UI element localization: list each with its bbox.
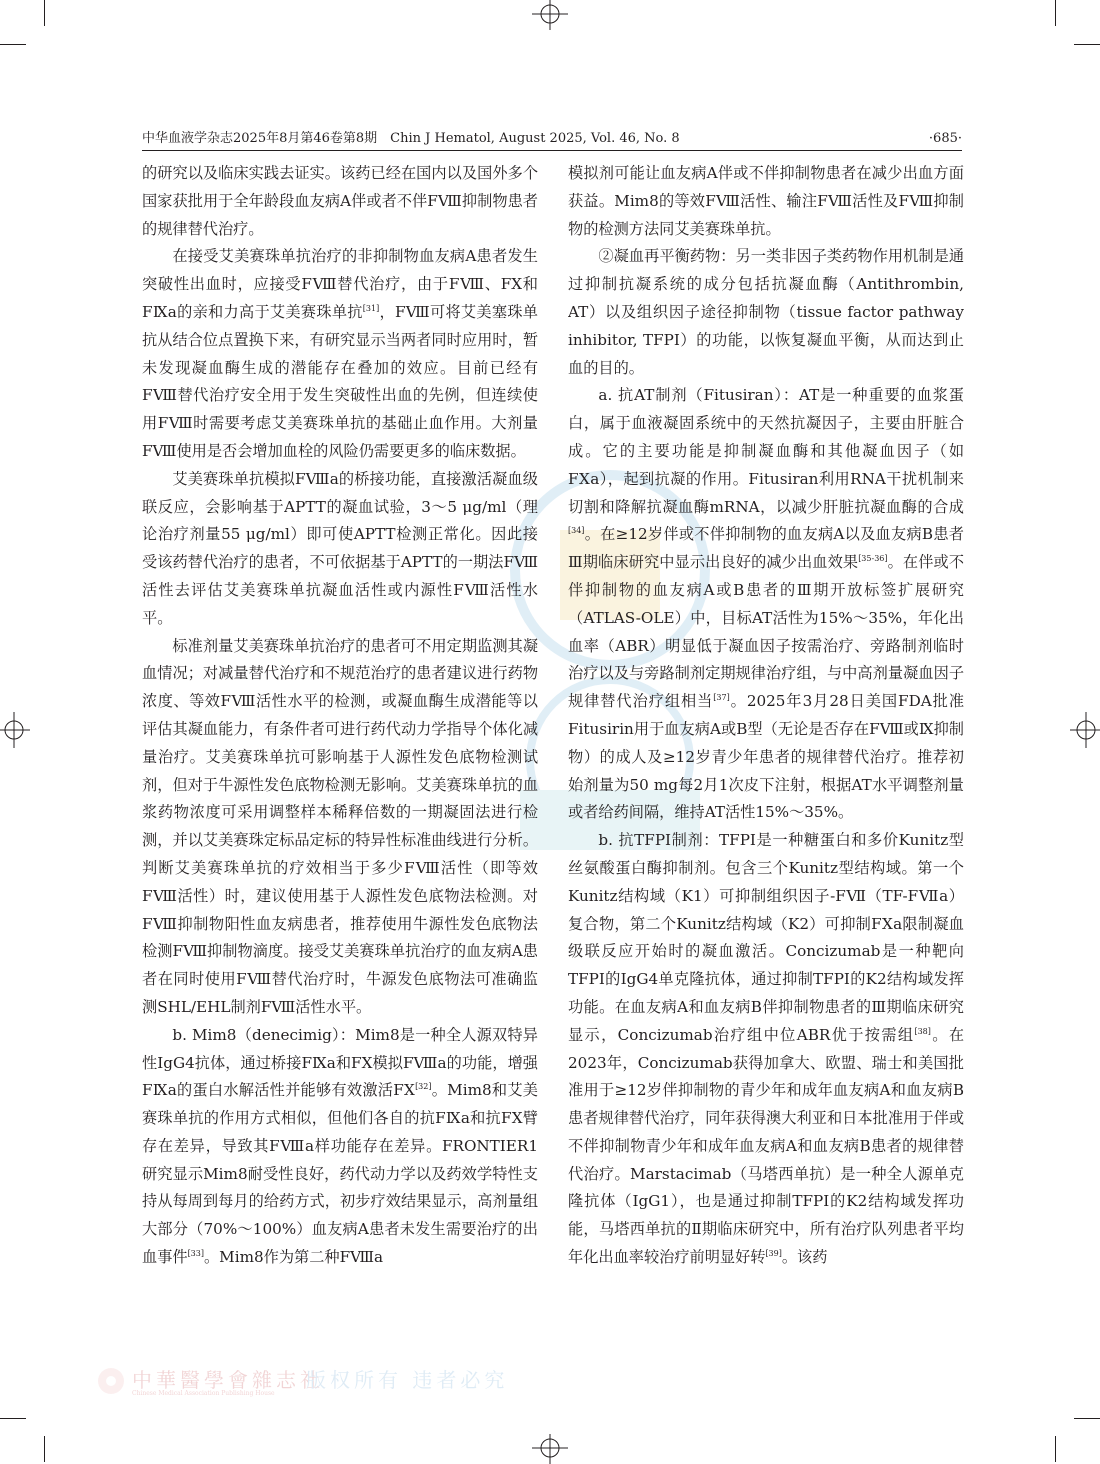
registration-mark-bottom bbox=[532, 1428, 568, 1464]
registration-mark-top bbox=[532, 0, 568, 36]
crop-mark bbox=[1074, 44, 1100, 45]
citation-ref: [38] bbox=[914, 1026, 931, 1036]
paragraph-text: 模拟剂可能让血友病A伴或不伴抑制物患者在减少出血方面获益。Mim8的等效FⅧ活性、输注FⅧ活性及FⅧ抑制物的检测方法同艾美赛珠单抗。 bbox=[568, 164, 964, 238]
paragraph-text: b. 抗TFPI制剂：TFPI是一种糖蛋白和多价Kunitz型丝氨酸蛋白酶抑制剂。包含三个Kunitz型结构域。第一个Kunitz结构域（K1）可抑制组织因子-FⅦ（TF-FⅦa）复合物，第二个Kunitz结构域（K2）可抑制FⅩa限制凝血级联反应开始时的凝血激活。Concizumab是一种靶向TFPI的IgG4单克隆抗体，通过抑制TFPI的K2结构域发挥功能。在血友病A和血友病B伴抑制物患者的Ⅲ期临床研究显示，Concizumab治疗组中位ABR优于按需组 bbox=[568, 831, 964, 1044]
crop-mark bbox=[1074, 1418, 1100, 1419]
citation-ref: [33] bbox=[187, 1249, 204, 1259]
paragraph bbox=[568, 827, 964, 1272]
paragraph-text: 艾美赛珠单抗模拟FⅧa的桥接功能，直接激活凝血级联反应，会影响基于APTT的凝血试验，3～5 μg/ml（理论治疗剂量55 μg/ml）即可使APTT检测正常化。因此接受该药替代治疗的患者，不可依据基于APTT的一期法FⅧ活性去评估艾美赛珠单抗凝血活性或内源性FⅧ活性水平。 bbox=[142, 469, 538, 627]
page-number: ·685· bbox=[928, 131, 962, 146]
paragraph-text: 。在伴或不伴抑制物的血友病A或B患者的Ⅲ期开放标签扩展研究（ATLAS-OLE）中，目标AT活性为15%～35%，年化出血率（ABR）明显低于凝血因子按需治疗、旁路制剂临时治疗以及与旁路制剂定期规律治疗组，与中高剂量凝血因子规律替代治疗组相当 bbox=[568, 553, 964, 711]
paragraph-text: ，FⅧ可将艾美塞珠单抗从结合位点置换下来，有研究显示当两者同时应用时，暂未发现凝血酶生成的潜能存在叠加的效应。目前已经有FⅧ替代治疗安全用于发生突破性出血的先例，但连续使用FⅧ时需要考虑艾美赛珠单抗的基础止血作用。大剂量FⅧ使用是否会增加血栓的风险仍需要更多的临床数据。 bbox=[142, 302, 538, 460]
paragraph bbox=[142, 633, 538, 1022]
journal-citation: 中华血液学杂志2025年8月第46卷第8期 Chin J Hematol, August 2025, Vol. 46, No. 8 bbox=[142, 131, 680, 146]
running-header bbox=[142, 128, 962, 151]
paragraph bbox=[568, 243, 964, 382]
crop-mark bbox=[0, 44, 26, 45]
paragraph-text: a. 抗AT制剂（Fitusiran）：AT是一种重要的血浆蛋白，属于血液凝固系统中的天然抗凝因子，主要由肝脏合成。它的主要功能是抑制凝血酶和其他凝血因子（如FⅩa），起到抗凝的作用。Fitusiran利用RNA干扰机制来切割和降解抗凝血酶mRNA，以减少肝脏抗凝血酶的合成 bbox=[568, 386, 964, 516]
paragraph-text: 。2025年3月28日美国FDA批准Fitusirin用于血友病A或B型（无论是否存在FⅧ或Ⅸ抑制物）的成人及≥12岁青少年患者的规律替代治疗。推荐初始剂量为50 mg每2月1次皮下注射，根据AT水平调整剂量或者给药间隔，维持AT活性15%～35%。 bbox=[568, 692, 964, 822]
registration-mark-right bbox=[1064, 712, 1100, 748]
paragraph bbox=[568, 382, 964, 827]
paragraph bbox=[142, 1022, 538, 1272]
paragraph-text: 。在≥12岁伴或不伴抑制物的血友病A以及血友病B患者Ⅲ期临床研究中显示出良好的减少出血效果 bbox=[568, 525, 964, 572]
crop-mark bbox=[1055, 0, 1056, 26]
publisher-watermark bbox=[96, 1362, 509, 1402]
crop-mark bbox=[1055, 1436, 1056, 1462]
crop-mark bbox=[44, 0, 45, 26]
paragraph bbox=[142, 160, 538, 243]
right-text-column bbox=[568, 160, 964, 1360]
publisher-name: 中華醫學會雜志社 bbox=[132, 1368, 324, 1392]
citation-ref: [39] bbox=[765, 1249, 782, 1259]
publisher-name-en: Chinese Medical Association Publishing House bbox=[132, 1390, 275, 1397]
paragraph-text: 。Mim8和艾美赛珠单抗的作用方式相似，但他们各自的抗FⅨa和抗FⅩ臂存在差异，导致其FⅧa样功能存在差异。FRONTIER1研究显示Mim8耐受性良好，药代动力学以及药效学特性支持从每周到每月的给药方式，初步疗效结果显示，高剂量组大部分（70%～100%）血友病A患者未发生需要治疗的出血事件 bbox=[142, 1081, 538, 1267]
paragraph-text: 在接受艾美赛珠单抗治疗的非抑制物血友病A患者发生突破性出血时，应接受FⅧ替代治疗，由于FⅧ、FX和FⅨa的亲和力高于艾美赛珠单抗 bbox=[142, 247, 538, 321]
paragraph-text: b. Mim8（denecimig）：Mim8是一种全人源双特异性IgG4抗体，通过桥接FⅨa和FⅩ模拟FⅧa的功能，增强FⅨa的蛋白水解活性并能够有效激活FⅩ bbox=[142, 1025, 538, 1100]
paragraph-text: 标准剂量艾美赛珠单抗治疗的患者可不用定期监测其凝血情况；对减量替代治疗和不规范治疗的患者建议进行药物浓度、等效FⅧ活性水平的检测，或凝血酶生成潜能等以评估其凝血能力，有条件者可进行药代动力学指导个体化减量治疗。艾美赛珠单抗可影响基于人源性发色底物检测试剂，但对于牛源性发色底物检测无影响。艾美赛珠单抗的血浆药物浓度可采用调整样本稀释倍数的一期凝固法进行检测，并以艾美赛珠定标品定标的特异性标准曲线进行分析。判断艾美赛珠单抗的疗效相当于多少FⅧ活性（即等效FⅧ活性）时，建议使用基于人源性发色底物法检测。对FⅧ抑制物阳性血友病患者，推荐使用牛源性发色底物法检测FⅧ抑制物滴度。接受艾美赛珠单抗治疗的血友病A患者在同时使用FⅧ替代治疗时，牛源发色底物法可准确监测SHL/EHL制剂FⅧ活性水平。 bbox=[142, 636, 538, 1016]
citation-ref: [35-36] bbox=[858, 554, 888, 564]
paragraph bbox=[142, 243, 538, 465]
paragraph-text: 。在2023年，Concizumab获得加拿大、欧盟、瑞士和美国批准用于≥12岁伴抑制物的青少年和成年血友病A和血友病B患者规律替代治疗，同年获得澳大利亚和日本批准用于伴或不伴抑制物青少年和成年血友病A和血友病B患者的规律替代治疗。Marstacimab（马塔西单抗）是一种全人源单克隆抗体（IgG1），也是通过抑制TFPI的K2结构域发挥功能，马塔西单抗的Ⅱ期临床研究中，所有治疗队列患者平均年化出血率较治疗前明显好转 bbox=[568, 1025, 964, 1267]
flower-logo-icon bbox=[96, 1366, 126, 1396]
citation-ref: [32] bbox=[415, 1082, 432, 1092]
paragraph-text: 。该药 bbox=[781, 1248, 828, 1267]
citation-ref: [37] bbox=[713, 693, 730, 703]
registration-mark-left bbox=[0, 712, 36, 748]
paragraph-text: 。Mim8作为第二种FⅧa bbox=[203, 1248, 384, 1267]
crop-mark bbox=[44, 1436, 45, 1462]
citation-ref: [31] bbox=[362, 303, 380, 313]
paragraph bbox=[568, 160, 964, 243]
paragraph bbox=[142, 466, 538, 633]
citation-ref: [34] bbox=[568, 526, 585, 536]
left-text-column bbox=[142, 160, 538, 1360]
paragraph-text: ②凝血再平衡药物：另一类非因子类药物作用机制是通过抑制抗凝系统的成分包括抗凝血酶（Antithrombin, AT）以及组织因子途径抑制物（tissue factor pathway inhibitor, TFPI）的功能，以恢复凝血平衡，从而达到止血的目的。 bbox=[568, 247, 964, 377]
paragraph-text: 的研究以及临床实践去证实。该药已经在国内以及国外多个国家获批用于全年龄段血友病A伴或者不伴FⅧ抑制物患者的规律替代治疗。 bbox=[142, 164, 538, 238]
crop-mark bbox=[0, 1418, 26, 1419]
copyright-stamp: 版权所有 违者必究 bbox=[306, 1368, 509, 1392]
